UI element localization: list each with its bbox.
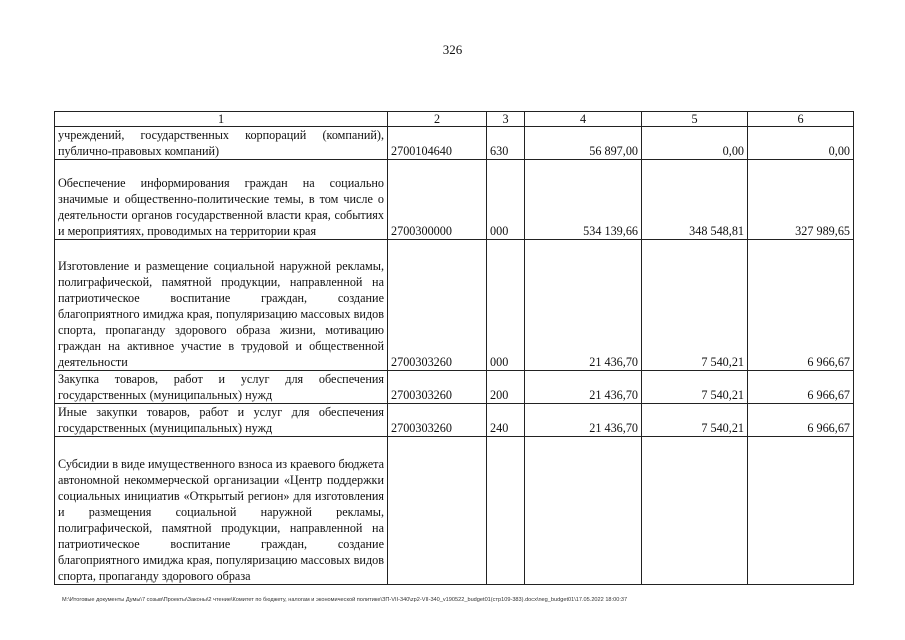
header-col-2: 2 <box>388 112 487 127</box>
row-amount-col6 <box>748 437 854 585</box>
row-amount-col6: 6 966,67 <box>748 240 854 371</box>
row-amount-col5: 7 540,21 <box>642 240 748 371</box>
header-col-6: 6 <box>748 112 854 127</box>
row-amount-col4 <box>525 437 642 585</box>
header-col-4: 4 <box>525 112 642 127</box>
row-target-code: 2700303260 <box>388 240 487 371</box>
row-target-code: 2700303260 <box>388 404 487 437</box>
row-amount-col5: 7 540,21 <box>642 404 748 437</box>
row-expense-type: 000 <box>487 240 525 371</box>
row-amount-col5: 7 540,21 <box>642 371 748 404</box>
table-row <box>55 437 854 585</box>
table-row <box>55 240 854 371</box>
table-row <box>55 404 854 437</box>
row-amount-col5: 0,00 <box>642 127 748 160</box>
row-amount-col4: 534 139,66 <box>525 160 642 240</box>
row-amount-col4: 56 897,00 <box>525 127 642 160</box>
header-col-1: 1 <box>55 112 388 127</box>
header-row <box>55 112 854 127</box>
row-expense-type: 200 <box>487 371 525 404</box>
row-description: Иные закупки товаров, работ и услуг для обеспечения государственных (муниципальных) нужд <box>55 404 388 437</box>
row-description: Изготовление и размещение социальной наружной рекламы, полиграфической, памятной продукции, направленной на патриотическое воспитание граждан, создание благоприятного имиджа края, популяризацию массовых видов спорта, пропаганду здорового образа жизни, мотивацию граждан на активное участие в трудовой и общественной деятельности <box>55 240 388 371</box>
row-target-code: 2700303260 <box>388 371 487 404</box>
footer-file-path: М:\Итоговые документы Думы\7 созыв\Проекты\Законы\2 чтение\Комитет по бюджету, налогам и экономической политике\ЗП-VII-340\zp2-VII-340_v190522_budget01(стр109-383).docx\neg_budget01\17.05.2022 18:00:37 <box>62 597 628 603</box>
row-expense-type <box>487 437 525 585</box>
row-target-code: 2700300000 <box>388 160 487 240</box>
row-amount-col6: 6 966,67 <box>748 371 854 404</box>
table-header <box>55 112 854 127</box>
row-target-code: 2700104640 <box>388 127 487 160</box>
row-expense-type: 240 <box>487 404 525 437</box>
row-description: Обеспечение информирования граждан на социально значимые и общественно-политические темы, в том числе о деятельности органов государственной власти края, событиях и мероприятиях, проводимых на территории края <box>55 160 388 240</box>
row-amount-col5: 348 548,81 <box>642 160 748 240</box>
header-col-5: 5 <box>642 112 748 127</box>
row-description: Закупка товаров, работ и услуг для обеспечения государственных (муниципальных) нужд <box>55 371 388 404</box>
row-amount-col6: 327 989,65 <box>748 160 854 240</box>
row-description: Субсидии в виде имущественного взноса из краевого бюджета автономной некоммерческой организации «Центр поддержки социальных инициатив «Открытый регион» для изготовления и размещения социальной наружной рекламы, полиграфической, памятной продукции, направленной на патриотическое воспитание граждан, создание благоприятного имиджа края, популяризацию массовых видов спорта, пропаганду здорового образа <box>55 437 388 585</box>
row-amount-col6: 6 966,67 <box>748 404 854 437</box>
table-row <box>55 127 854 160</box>
row-amount-col6: 0,00 <box>748 127 854 160</box>
row-amount-col4: 21 436,70 <box>525 371 642 404</box>
row-amount-col4: 21 436,70 <box>525 240 642 371</box>
table-row <box>55 160 854 240</box>
row-expense-type: 000 <box>487 160 525 240</box>
row-amount-col5 <box>642 437 748 585</box>
row-description: учреждений, государственных корпораций (компаний), публично-правовых компаний) <box>55 127 388 160</box>
table-row <box>55 371 854 404</box>
budget-table <box>54 111 854 585</box>
page-number: 326 <box>442 42 463 57</box>
header-col-3: 3 <box>487 112 525 127</box>
row-target-code <box>388 437 487 585</box>
row-expense-type: 630 <box>487 127 525 160</box>
table-body <box>55 127 854 585</box>
row-amount-col4: 21 436,70 <box>525 404 642 437</box>
